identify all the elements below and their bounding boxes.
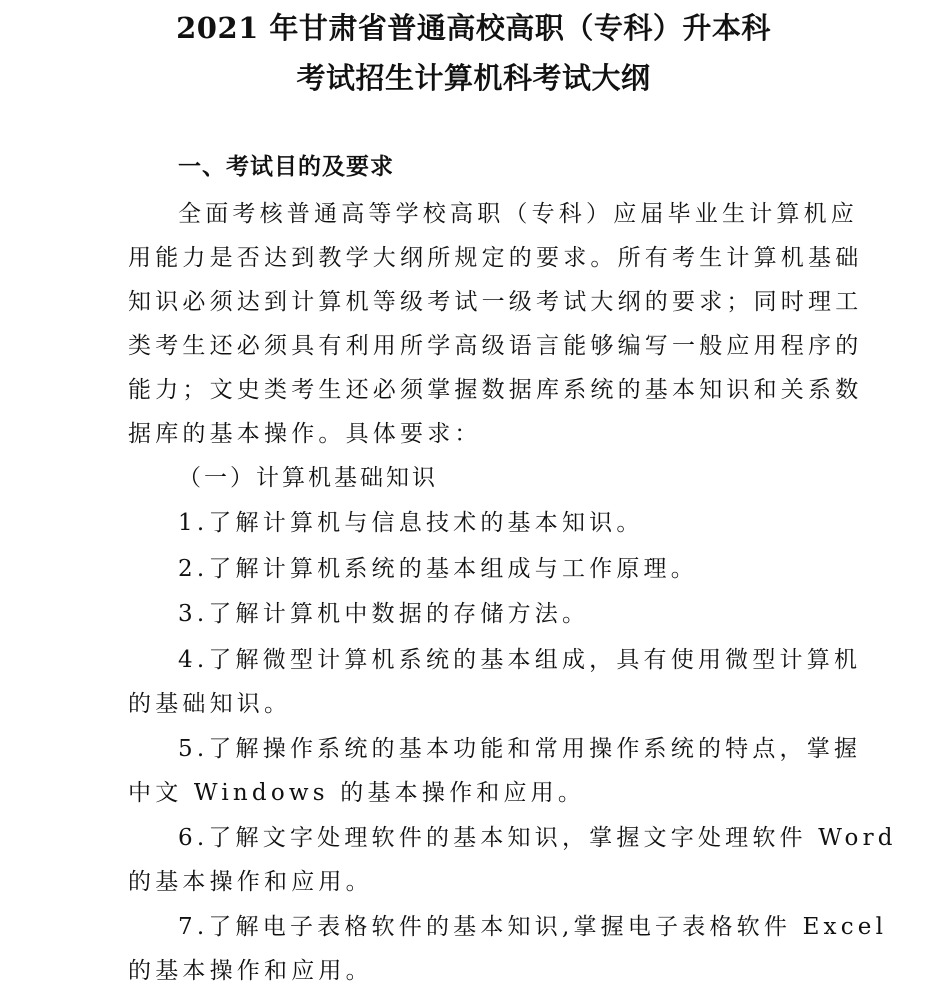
paragraph-line: 知识必须达到计算机等级考试一级考试大纲的要求；同时理工 (128, 289, 863, 315)
paragraph-line: 用能力是否达到教学大纲所规定的要求。所有考生计算机基础 (128, 245, 863, 271)
list-item: 4.了解微型计算机系统的基本组成，具有使用微型计算机 (178, 647, 862, 673)
list-item: 6.了解文字处理软件的基本知识，掌握文字处理软件 Word (178, 825, 897, 851)
paragraph-line: 类考生还必须具有利用所学高级语言能够编写一般应用程序的 (128, 333, 863, 359)
list-item-continuation: 中文 Windows 的基本操作和应用。 (128, 780, 586, 806)
document-title-line-2: 考试招生计算机科考试大纲 (296, 61, 651, 95)
list-item-continuation: 的基础知识。 (128, 691, 292, 717)
paragraph-line: 据库的基本操作。具体要求： (128, 421, 482, 447)
paragraph-line: 能力；文史类考生还必须掌握数据库系统的基本知识和关系数 (128, 377, 863, 403)
list-item: 2.了解计算机系统的基本组成与工作原理。 (178, 556, 698, 582)
paragraph-line: 全面考核普通高等学校高职（专科）应届毕业生计算机应 (178, 201, 858, 227)
subsection-heading: （一）计算机基础知识 (178, 465, 438, 491)
list-item: 7.了解电子表格软件的基本知识,掌握电子表格软件 Excel (178, 914, 888, 940)
list-item-continuation: 的基本操作和应用。 (128, 869, 373, 895)
section-heading: 一、考试目的及要求 (178, 154, 394, 180)
list-item-continuation: 的基本操作和应用。 (128, 958, 373, 984)
list-item: 3.了解计算机中数据的存储方法。 (178, 601, 590, 627)
list-item: 1.了解计算机与信息技术的基本知识。 (178, 510, 644, 536)
document-title-line-1: 2021 年甘肃省普通高校高职（专科）升本科 (176, 11, 771, 45)
list-item: 5.了解操作系统的基本功能和常用操作系统的特点，掌握 (178, 736, 862, 762)
